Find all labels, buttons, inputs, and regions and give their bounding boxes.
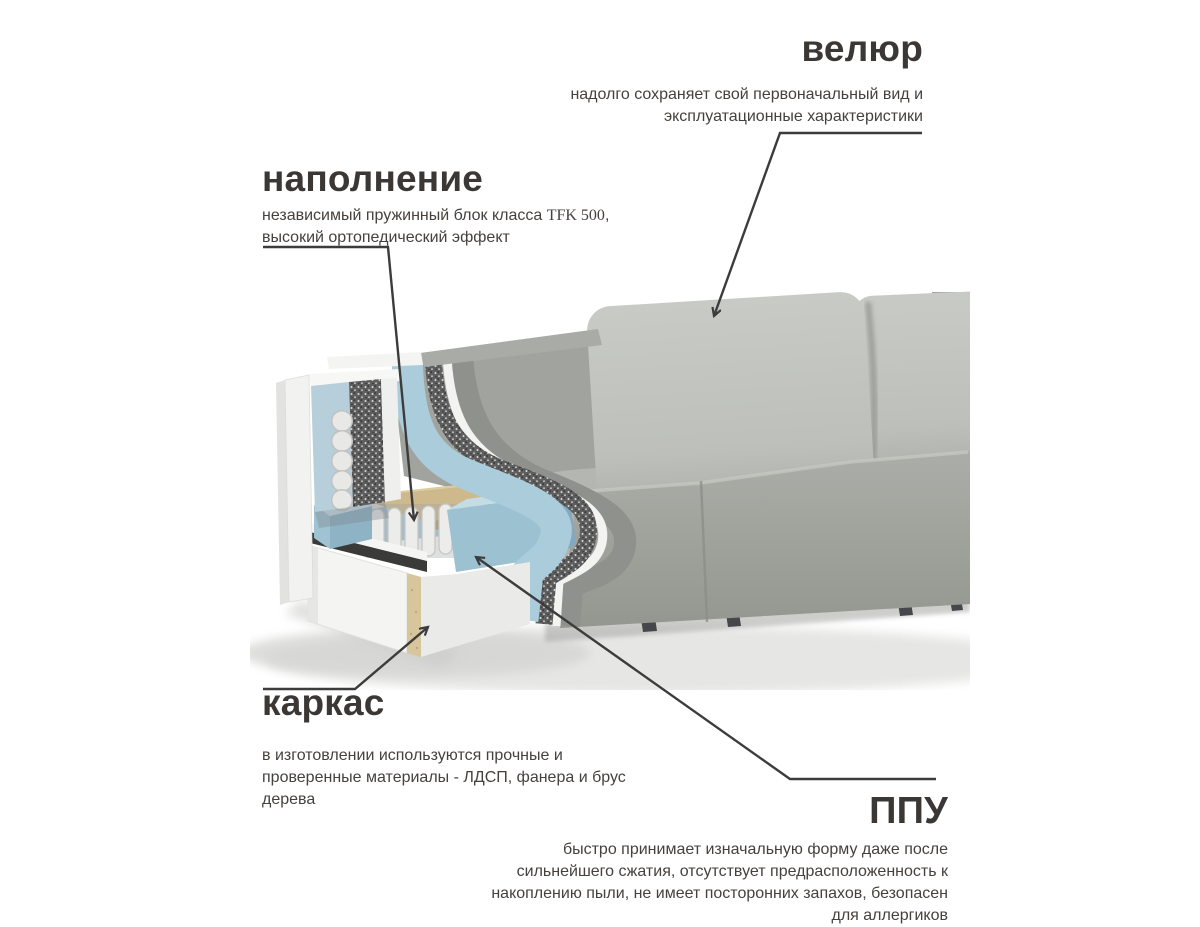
- leader-line-velour: [714, 133, 922, 316]
- annotation-filling: [262, 158, 670, 249]
- arm-spring-stack: [332, 411, 353, 511]
- velour-title: велюр: [801, 28, 923, 69]
- frame-title: каркас: [262, 682, 385, 723]
- frame-description: в изготовлении используются прочные и проверенные материалы - ЛДСП, фанера и брус дерева: [262, 746, 626, 808]
- spring-class-value: TFK 500: [546, 206, 605, 224]
- foam-title: ППУ: [869, 790, 948, 832]
- annotation-foam: [478, 790, 948, 927]
- filling-description: независимый пружинный блок класса TFK 500, высокий ортопедический эффект: [262, 206, 610, 246]
- filling-title: наполнение: [262, 158, 484, 199]
- annotation-velour: [563, 28, 923, 128]
- arm-felt-layer: [349, 379, 385, 507]
- foam-description: быстро принимает изначальную форму даже после сильнейшего сжатия, отсутствует предрасположенность к накоплению пыли, не имеет посторонних запахов, безопасен для аллергиков: [491, 840, 948, 924]
- velour-description: надолго сохраняет свой первоначальный вид и эксплуатационные характеристики: [570, 85, 923, 125]
- frame-side-panel: [285, 375, 313, 602]
